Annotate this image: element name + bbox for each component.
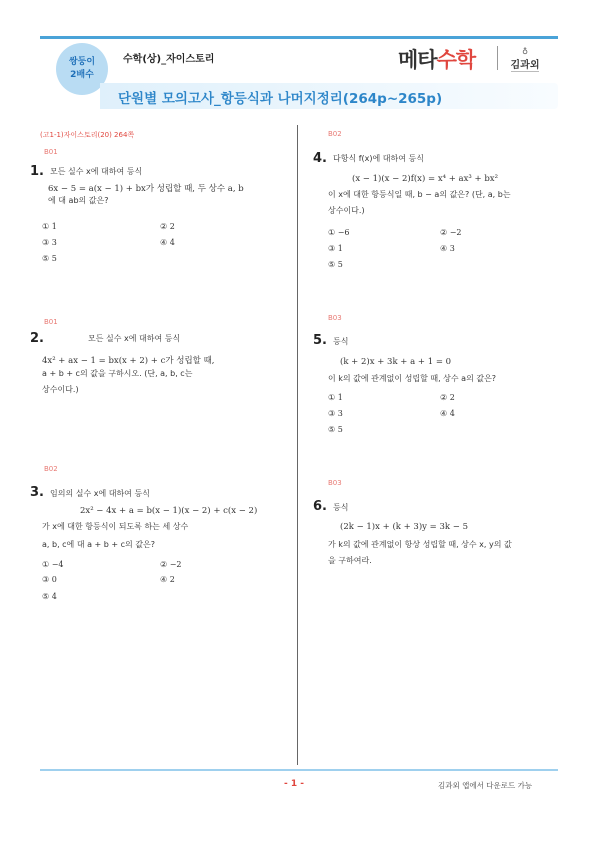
answer-option[interactable]: ③ 0 [42,575,57,584]
answer-option[interactable]: ⑤ 5 [328,260,343,269]
brand-logo [398,44,475,74]
answer-option[interactable]: ② −2 [440,228,462,237]
question-number: 3. [30,485,44,500]
question-text: 가 x에 대한 항등식이 되도록 하는 세 상수 [42,522,189,531]
answer-option[interactable]: ① 1 [42,222,57,231]
brand-part2: 수학 [436,48,476,72]
answer-option[interactable]: ① 1 [328,393,343,402]
question-code: B03 [328,314,342,322]
question-text: 다항식 f(x)에 대하여 등식 [333,154,424,163]
badge-line2: 2배수 [70,70,94,80]
logo-separator [497,46,498,70]
question-text: 등식 [333,503,349,512]
sub-logo-icon: ♁ [522,47,528,56]
question-text: a + b + c의 값을 구하시오. (단, a, b, c는 [42,369,193,378]
sub-logo [505,47,545,71]
question-text: 에 대 ab의 값은? [48,196,109,205]
page-title: 단원별 모의고사_항등식과 나머지정리(264p~265p) [118,91,443,107]
question-text: 임의의 실수 x에 대하여 등식 [50,489,150,498]
question-text: 이 k의 값에 관계없이 성립할 때, 상수 a의 값은? [328,374,497,383]
footer-note: 김과외 앱에서 다운로드 가능 [438,781,533,790]
answer-option[interactable]: ② 2 [440,393,455,402]
footer-rule [40,769,558,771]
answer-option[interactable]: ④ 4 [160,238,175,247]
answer-option[interactable]: ② 2 [160,222,175,231]
question-text: 가 k의 값에 관계없이 항상 성립할 때, 상수 x, y의 값 [328,540,512,549]
question-text: 등식 [333,337,349,346]
answer-option[interactable]: ⑤ 4 [42,592,57,601]
question-text: 을 구하여라. [328,556,372,565]
question-text: 모든 실수 x에 대하여 등식 [50,167,143,176]
question-number: 6. [313,499,327,514]
question-code: B01 [44,148,58,156]
question-math: (x − 1)(x − 2)f(x) = x⁴ + ax³ + bx² [352,174,498,184]
question-code: B02 [44,465,58,473]
question-text: 이 x에 대한 항등식일 때, b − a의 값은? (단, a, b는 [328,190,511,199]
question-math: 6x − 5 = a(x − 1) + bx가 성립할 때, 두 상수 a, b [48,184,244,194]
question-code: B02 [328,130,342,138]
sub-logo-name: 김과외 [510,60,540,71]
source-note: (고1-1)자이스토리(20) 264쪽 [40,131,135,139]
answer-option[interactable]: ③ 3 [42,238,57,247]
question-text: a, b, c에 대 a + b + c의 값은? [42,540,156,549]
header-rule [40,36,558,39]
answer-option[interactable]: ① −6 [328,228,350,237]
question-number: 5. [313,333,327,348]
answer-option[interactable]: ④ 2 [160,575,175,584]
title-bar [100,83,558,109]
question-math: 4x² + ax − 1 = bx(x + 2) + c가 성립할 때, [42,356,215,366]
question-number: 1. [30,164,44,179]
badge-line1: 쌍둥이 [68,57,96,67]
answer-option[interactable]: ② −2 [160,560,182,569]
question-text: 상수이다.) [328,206,365,215]
answer-option[interactable]: ④ 4 [440,409,455,418]
answer-option[interactable]: ③ 3 [328,409,343,418]
question-number: 4. [313,151,327,166]
answer-option[interactable]: ⑤ 5 [42,254,57,263]
column-divider [297,125,298,765]
question-math: (k + 2)x + 3k + a + 1 = 0 [340,357,452,367]
question-math: (2k − 1)x + (k + 3)y = 3k − 5 [340,522,468,532]
answer-option[interactable]: ③ 1 [328,244,343,253]
brand-part1: 메타 [398,48,437,72]
question-number: 2. [30,331,44,346]
page-number: - 1 - [284,779,304,789]
answer-option[interactable]: ① −4 [42,560,64,569]
question-code: B03 [328,479,342,487]
course-name: 수학(상)_자이스토리 [123,54,215,65]
answer-option[interactable]: ⑤ 5 [328,425,343,434]
question-text: 상수이다.) [42,385,79,394]
question-math: 2x² − 4x + a = b(x − 1)(x − 2) + c(x − 2) [80,506,258,516]
question-text: 모든 실수 x에 대하여 등식 [88,334,181,343]
question-code: B01 [44,318,58,326]
answer-option[interactable]: ④ 3 [440,244,455,253]
